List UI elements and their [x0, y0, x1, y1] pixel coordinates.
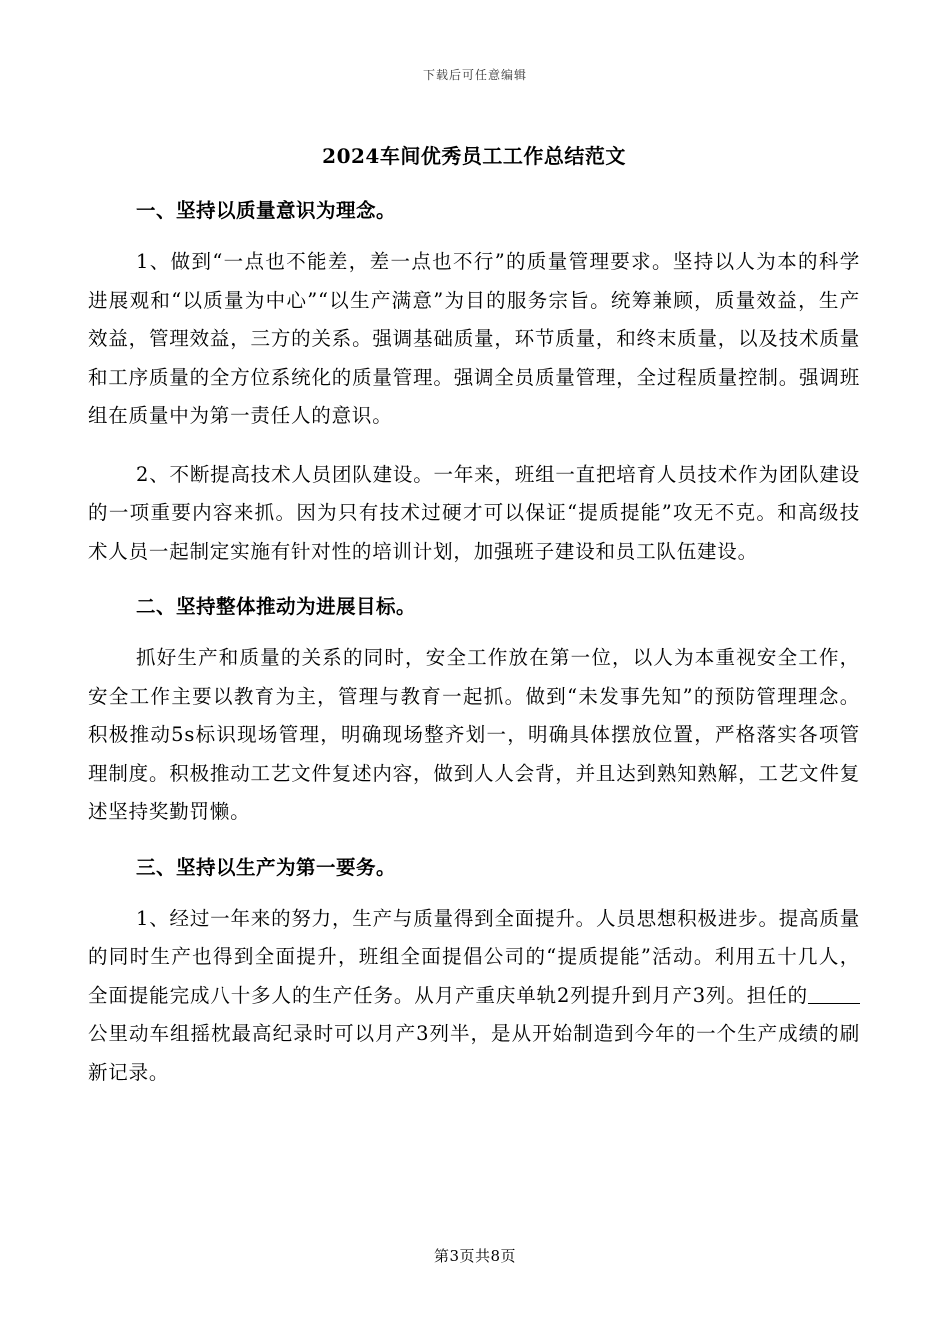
page-number: 第3页共8页	[433, 1247, 517, 1265]
section-2-paragraph-1: 抓好生产和质量的关系的同时，安全工作放在第一位，以人为本重视安全工作，安全工作主要以教育为主，管理与教育一起抓。做到“未发事先知”的预防管理理念。积极推动5s标识现场管理，明确现场整齐划一，明确具体摆放位置，严格落实各项管理制度。积极推动工艺文件复述内容，做到人人会背，并且达到熟知熟解，工艺文件复述坚持奖勤罚懒。	[88, 646, 860, 823]
section-3-paragraph-1-tail: 公里动车组摇枕最高纪录时可以月产3列半，是从开始制造到今年的一个生产成绩的刷新记录。	[88, 1022, 860, 1084]
section-heading-2: 二、坚持整体推动为进展目标。	[136, 595, 417, 618]
section-heading-1: 一、坚持以质量意识为理念。	[136, 199, 397, 222]
fill-in-blank	[808, 983, 860, 1004]
section-1-paragraph-2: 2、不断提高技术人员团队建设。一年来，班组一直把培育人员技术作为团队建设的一项重要内容来抓。因为只有技术过硬才可以保证“提质提能”攻无不克。和高级技术人员一起制定实施有针对性的培训计划，加强班子建设和员工队伍建设。	[88, 462, 860, 563]
section-heading-3: 三、坚持以生产为第一要务。	[136, 855, 397, 879]
section-1-paragraph-1: 1、做到“一点也不能差，差一点也不行”的质量管理要求。坚持以人为本的科学进展观和“以质量为中心”“以生产满意”为目的服务宗旨。统筹兼顾，质量效益，生产效益，管理效益，三方的关系。强调基础质量，环节质量，和终末质量，以及技术质量和工序质量的全方位系统化的质量管理。强调全员质量管理，全过程质量控制。强调班组在质量中为第一责任人的意识。	[88, 250, 860, 427]
page-header-note: 下载后可任意编辑	[422, 68, 527, 82]
document-body	[88, 140, 860, 1112]
section-3-paragraph-1	[88, 900, 860, 1093]
section-3-paragraph-1-text: 1、经过一年来的努力，生产与质量得到全面提升。人员思想积极进步。提高质量的同时生产也得到全面提升，班组全面提倡公司的“提质提能”活动。利用五十几人，全面提能完成八十多人的生产任务。从月产重庆单轨2列提升到月产3列。担任的	[88, 906, 860, 1007]
document-title: 2024车间优秀员工工作总结范文	[322, 144, 626, 168]
